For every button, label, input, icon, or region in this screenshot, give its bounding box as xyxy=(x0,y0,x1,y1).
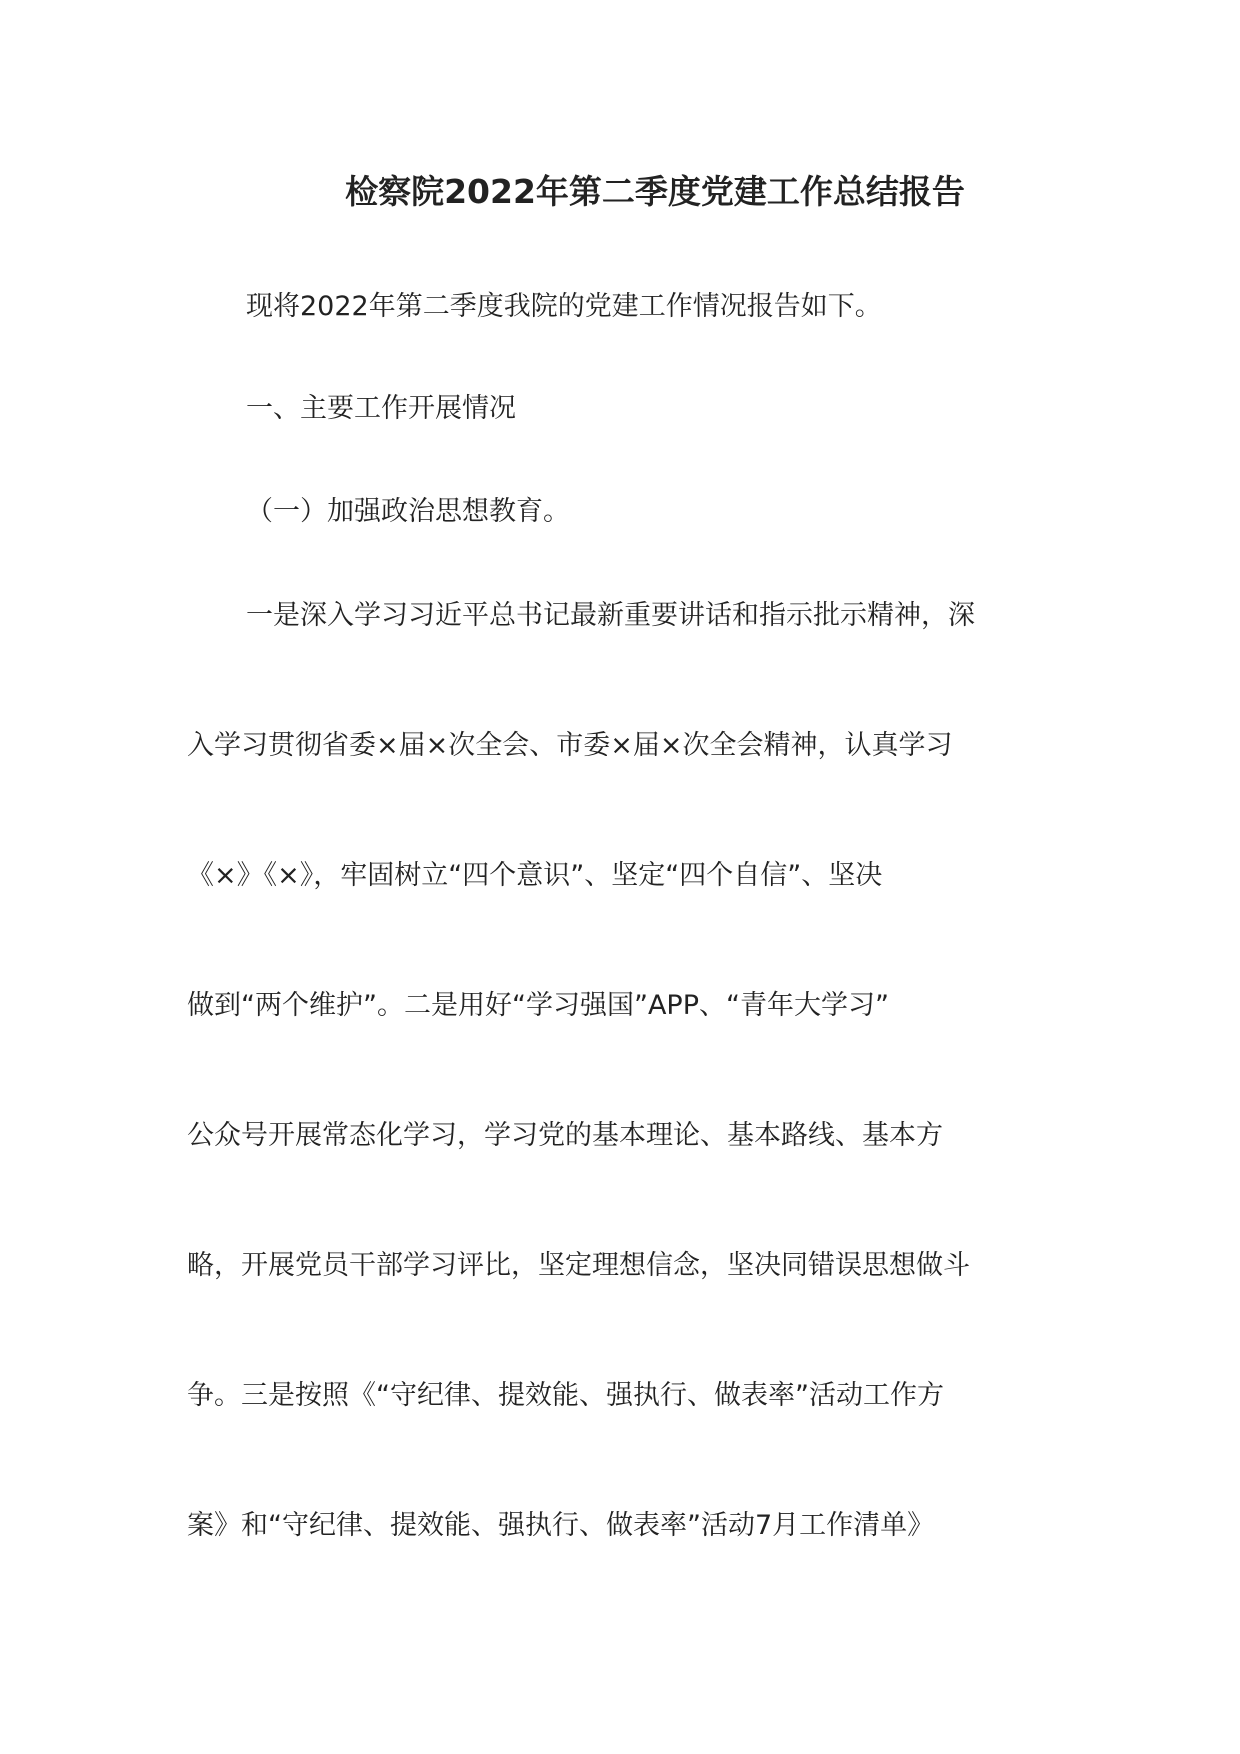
body-line: 《×》《×》，牢固树立“四个意识”、坚定“四个自信”、坚决 xyxy=(187,860,883,891)
section-heading: 一、主要工作开展情况 xyxy=(246,393,516,424)
body-line: 一是深入学习习近平总书记最新重要讲话和指示批示精神，深 xyxy=(246,600,975,631)
body-line: 做到“两个维护”。二是用好“学习强国”APP、“青年大学习” xyxy=(187,990,889,1021)
document-title: 检察院2022年第二季度党建工作总结报告 xyxy=(345,172,965,211)
intro-paragraph: 现将2022年第二季度我院的党建工作情况报告如下。 xyxy=(246,291,882,322)
body-line: 入学习贯彻省委×届×次全会、市委×届×次全会精神，认真学习 xyxy=(187,730,953,761)
body-line: 争。三是按照《“守纪律、提效能、强执行、做表率”活动工作方 xyxy=(187,1380,944,1411)
body-line: 公众号开展常态化学习，学习党的基本理论、基本路线、基本方 xyxy=(187,1120,943,1151)
body-line: 略，开展党员干部学习评比，坚定理想信念，坚决同错误思想做斗 xyxy=(187,1250,970,1281)
body-line: 案》和“守纪律、提效能、强执行、做表率”活动7月工作清单》 xyxy=(187,1510,935,1541)
subsection-heading: （一）加强政治思想教育。 xyxy=(246,496,570,527)
